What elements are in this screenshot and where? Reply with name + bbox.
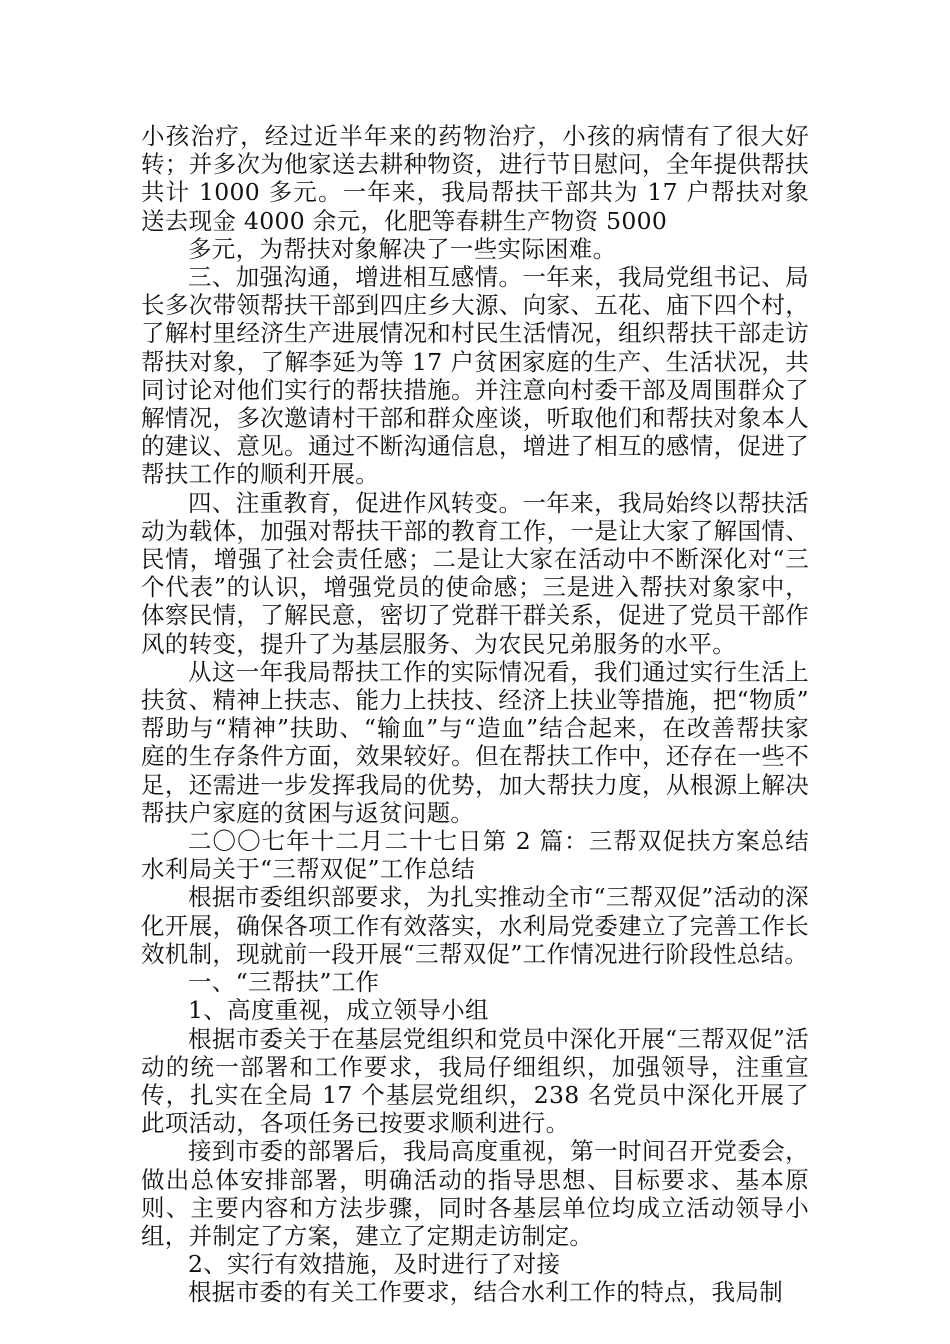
paragraph-8: 根据市委关于在基层党组织和党员中深化开展“三帮双促”活动的统一部署和工作要求，我局仔细组织，加强领导，注重宣传，扎实在全局 17 个基层党组织，238 名党员中深化开展了此项活动，各项任务已按要求顺利进行。 [141, 1024, 809, 1138]
document-body [141, 122, 809, 1307]
paragraph-1: 小孩治疗，经过近半年来的药物治疗，小孩的病情有了很大好转；并多次为他家送去耕种物资，进行节日慰问，全年提供帮扶共计 1000 多元。一年来，我局帮扶干部共为 17 户帮扶对象送去现金 4000 余元，化肥等春耕生产物资 5000 [141, 122, 809, 235]
paragraph-5: 从这一年我局帮扶工作的实际情况看，我们通过实行生活上扶贫、精神上扶志、能力上扶技、经济上扶业等措施，把“物质” 帮助与“精神”扶助、“输血”与“造血”结合起来，在改善帮扶家庭的生存条件方面，效果较好。但在帮扶工作中，还存在一些不足，还需进一步发挥我局的优势，加大帮扶力度，从根源上解决帮扶户家庭的贫困与返贫问题。 [141, 657, 809, 827]
paragraph-4: 四、注重教育，促进作风转变。一年来，我局始终以帮扶活动为载体，加强对帮扶干部的教育工作，一是让大家了解国情、民情，增强了社会责任感；二是让大家在活动中不断深化对“三个代表”的认识，增强党员的使命感；三是进入帮扶对象家中，体察民情，了解民意，密切了党群干群关系，促进了党员干部作风的转变，提升了为基层服务、为农民兄弟服务的水平。 [141, 488, 809, 658]
paragraph-10: 根据市委的有关工作要求，结合水利工作的特点，我局制 [188, 1278, 783, 1307]
subsection-heading-1: 1、高度重视，成立领导小组 [188, 996, 489, 1025]
subsection-heading-2: 2、实行有效措施，及时进行了对接 [188, 1250, 561, 1279]
paragraph-9: 接到市委的部署后，我局高度重视，第一时间召开党委会，做出总体安排部署，明确活动的指导思想、目标要求、基本原则、主要内容和方法步骤，同时各基层单位均成立活动领导小组，并制定了方案，建立了定期走访制定。 [141, 1137, 809, 1250]
paragraph-2: 多元，为帮扶对象解决了一些实际困难。 [188, 234, 617, 263]
paragraph-6: 二〇〇七年十二月二十七日第 2 篇：三帮双促扶方案总结水利局关于“三帮双促”工作总结 [141, 827, 809, 884]
section-heading-1: 一、“三帮扶”工作 [188, 968, 380, 997]
paragraph-3: 三、加强沟通，增进相互感情。一年来，我局党组书记、局长多次带领帮扶干部到四庄乡大源、向家、五花、庙下四个村，了解村里经济生产进展情况和村民生活情况，组织帮扶干部走访帮扶对象，了解李延为等 17 户贫困家庭的生产、生活状况，共同讨论对他们实行的帮扶措施。并注意向村委干部及周围群众了解情况，多次邀请村干部和群众座谈，听取他们和帮扶对象本人的建议、意见。通过不断沟通信息，增进了相互的感情，促进了帮扶工作的顺利开展。 [141, 263, 809, 489]
paragraph-7: 根据市委组织部要求，为扎实推动全市“三帮双促”活动的深化开展，确保各项工作有效落实，水利局党委建立了完善工作长效机制，现就前一段开展“三帮双促”工作情况进行阶段性总结。 [141, 883, 809, 968]
